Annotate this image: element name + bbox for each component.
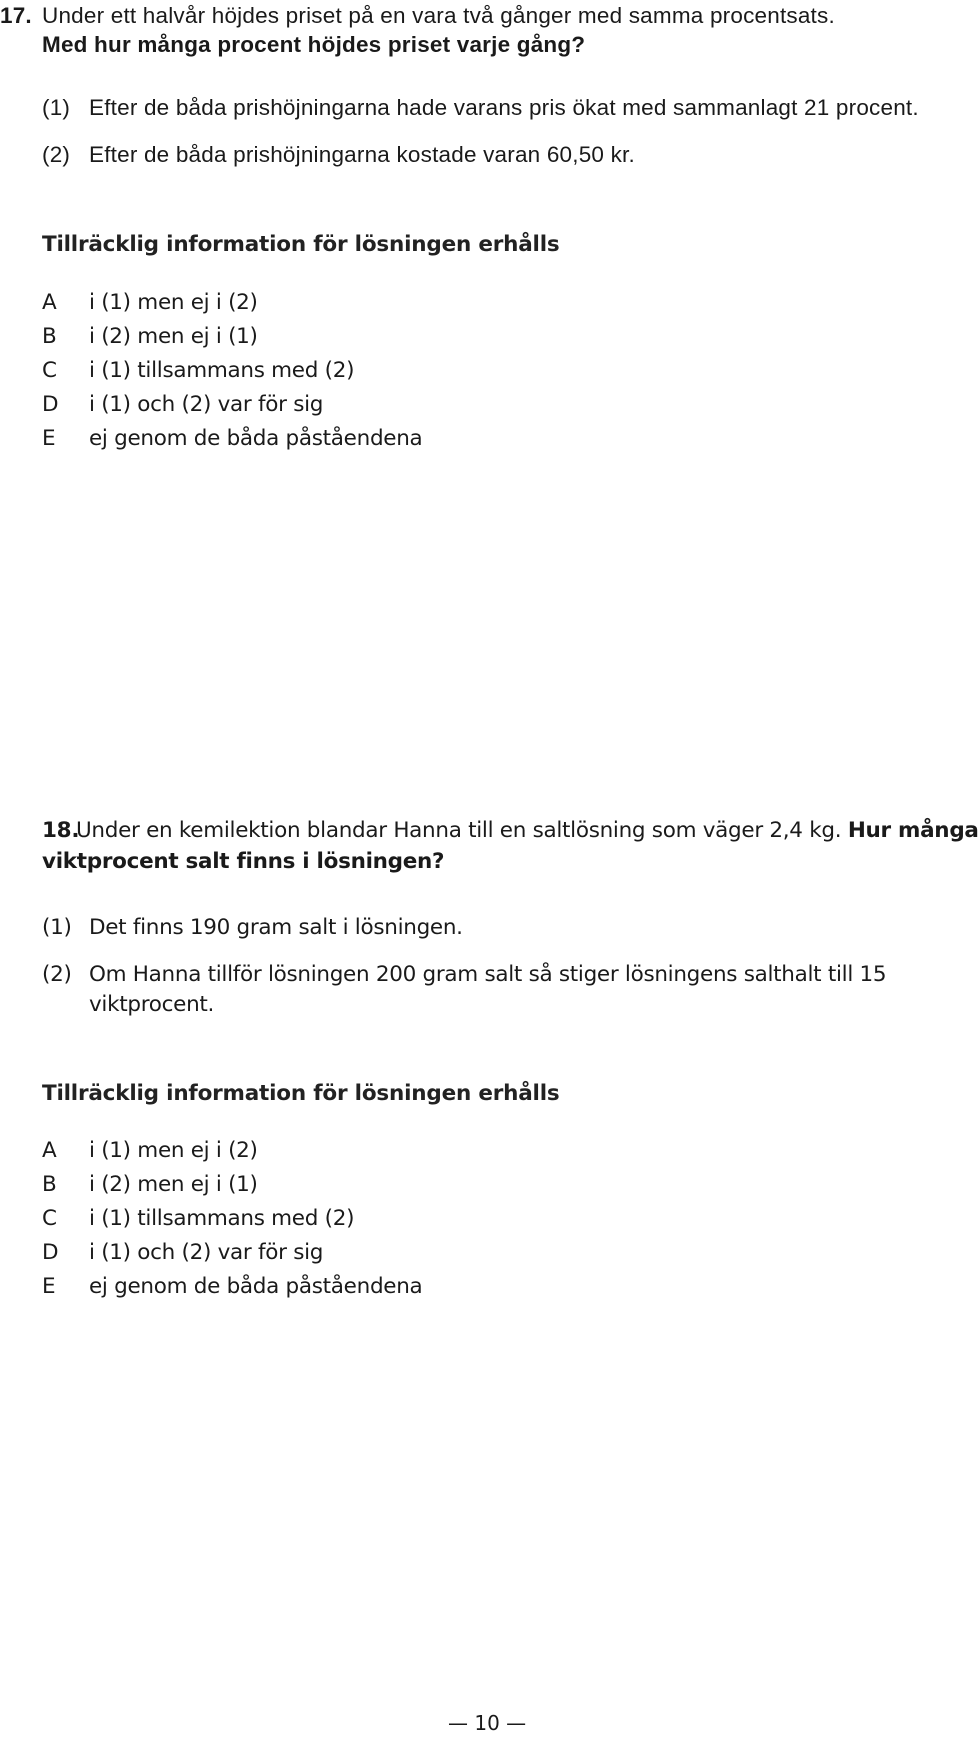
question-prompt: Med hur många procent höjdes priset varje gång? [42,32,586,57]
option-letter: D [42,392,59,417]
option-text: i (1) tillsammans med (2) [89,358,355,383]
option-text: i (1) men ej i (2) [89,1138,258,1163]
option-text: i (2) men ej i (1) [89,1172,258,1197]
statement-text: Det finns 190 gram salt i lösningen. [89,915,463,940]
option-text: i (1) men ej i (2) [89,290,258,315]
statement-number: (2) [42,962,72,987]
option-text: i (2) men ej i (1) [89,324,258,349]
statement-number: (2) [42,142,71,167]
question-number: 17. [0,3,32,28]
question-intro: Under ett halvår höjdes priset på en vara två gånger med samma procentsats. [42,3,835,28]
option-letter: E [42,1274,56,1299]
question-intro-line [76,815,979,847]
statement-number: (1) [42,915,72,940]
statement-text: Efter de båda prishöjningarna hade varans pris ökat med sammanlagt 21 procent. [89,95,919,120]
option-letter: A [42,1138,57,1163]
option-text: i (1) tillsammans med (2) [89,1206,355,1231]
option-text: i (1) och (2) var för sig [89,392,324,417]
question-intro: Under en kemilektion blandar Hanna till en saltlösning som väger 2,4 kg. [76,818,842,843]
option-text: ej genom de båda påståendena [89,426,423,451]
section-heading: Tillräcklig information för lösningen erhålls [42,232,560,257]
page-number: — 10 — [448,1711,527,1735]
option-letter: C [42,358,57,383]
statement-number: (1) [42,95,71,120]
question-prompt-start: Hur många [847,818,979,843]
option-text: i (1) och (2) var för sig [89,1240,324,1265]
option-letter: D [42,1240,59,1265]
option-letter: E [42,426,56,451]
statement-text-continued: viktprocent. [89,992,215,1017]
question-prompt: viktprocent salt finns i lösningen? [42,849,445,874]
section-heading: Tillräcklig information för lösningen erhålls [42,1081,560,1106]
statement-text: Efter de båda prishöjningarna kostade varan 60,50 kr. [89,142,635,167]
statement-text: Om Hanna tillför lösningen 200 gram salt så stiger lösningens salthalt till 15 [89,962,887,987]
option-letter: C [42,1206,57,1231]
option-letter: B [42,1172,57,1197]
question-number: 18. [42,818,80,843]
option-text: ej genom de båda påståendena [89,1274,423,1299]
option-letter: A [42,290,57,315]
option-letter: B [42,324,57,349]
